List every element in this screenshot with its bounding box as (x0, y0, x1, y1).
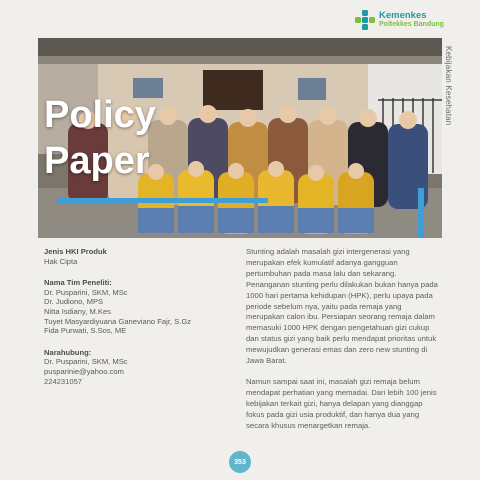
page-number-badge: 353 (229, 451, 251, 473)
team-member: Dr. Judiono, MPS (44, 297, 104, 307)
team-heading: Nama Tim Peneliti: (44, 278, 112, 288)
title-line-2: Paper (44, 140, 150, 182)
body-paragraph-1: Stunting adalah masalah gizi intergenerasi yang merupakan efek kumulatif adanya gangguan pertumbuhan pada masa lalu dan sekarang. Penanganan stunting perlu dilakukan bukan hanya pada 1000 hari pertama kehidupan (HPK), perlu upaya pada periode sebelum nya, yaitu pada remaja yang merupakan calon ibu. Persiapan seorang remaja dalam memasuki 1000 HPK dengan pengetahuan gizi cukup dan status gizi yang baik perlu mendapat prioritas untuk mewujudkan generasi emas dan zero new stunting di Jawa Barat. (246, 247, 438, 366)
body-paragraph-2: Namun sampai saat ini, masalah gizi remaja belum mendapat perhatian yang memadai. Dari lebih 100 jenis kebijakan terkait gizi, hanya delapan yang dianggap fokus pada gizi usia produktif, dan hanya dua yang secara khusus menargetkan remaja. (246, 376, 437, 430)
page-title (44, 92, 156, 184)
contact-heading: Narahubung: (44, 347, 92, 357)
team-member: Dr. Pusparini, SKM, MSc (44, 287, 128, 297)
kemenkes-logo (354, 8, 454, 34)
kemenkes-cross-icon (354, 9, 376, 31)
product-value: Hak Cipta (44, 256, 78, 266)
metadata-column (44, 247, 234, 398)
team-block (44, 278, 234, 336)
contact-block (44, 348, 234, 386)
contact-email: pusparinie@yahoo.com (44, 366, 124, 376)
team-member: Fida Purwati, S.Sos, ME (44, 326, 127, 336)
body-text-column (246, 247, 442, 442)
logo-brand-text: Kemenkes (379, 10, 427, 21)
product-block (44, 247, 234, 266)
contact-number: 224231057 (44, 376, 83, 386)
logo-sub-text: Poltekkes Bandung (379, 21, 444, 28)
contact-name: Dr. Pusparini, SKM, MSc (44, 357, 128, 367)
team-member: Nitta Isdiany, M.Kes (44, 306, 111, 316)
section-side-label: Kebijakan Kesehatan (444, 46, 453, 126)
team-member: Tuyet Masyardiyuana Ganeviano Fajr, S.Gz (44, 316, 192, 326)
title-line-1: Policy (44, 94, 156, 136)
product-heading: Jenis HKI Produk (44, 247, 107, 256)
